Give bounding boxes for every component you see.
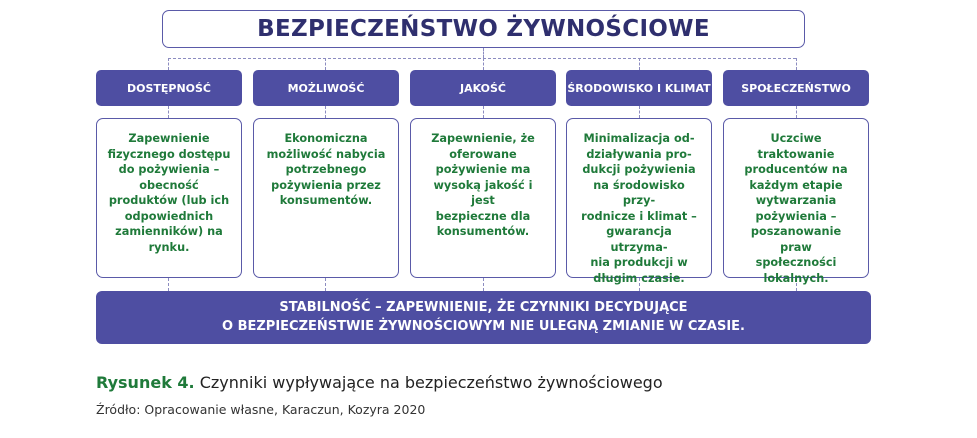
figure-source: Źródło: Opracowanie własne, Karaczun, Kozyra 2020 bbox=[96, 402, 426, 417]
connector-hdr-card-2 bbox=[325, 106, 326, 118]
stability-line-2: O BEZPIECZEŃSTWIE ŻYWNOŚCIOWYM NIE ULEGNĄ ZMIANIE W CZASIE. bbox=[222, 319, 745, 334]
diagram-title-box bbox=[162, 10, 805, 48]
connector-card-stab-2 bbox=[325, 278, 326, 291]
figure-caption-text: Czynniki wypływające na bezpieczeństwo żywnościowego bbox=[194, 373, 663, 392]
connector-col-5 bbox=[796, 58, 797, 70]
connector-card-stab-1 bbox=[168, 278, 169, 291]
connector-col-4 bbox=[639, 58, 640, 70]
card-mozliwosc: Ekonomiczna możliwość nabycia potrzebnego pożywienia przez konsumentów. bbox=[253, 118, 399, 278]
stability-line1-text: – ZAPEWNIENIE, ŻE CZYNNIKI DECYDUJĄCE bbox=[370, 300, 688, 315]
figure-label: Rysunek 4. bbox=[96, 373, 195, 392]
header-mozliwosc: MOŻLIWOŚĆ bbox=[253, 70, 399, 106]
header-dostepnosc: DOSTĘPNOŚĆ bbox=[96, 70, 242, 106]
connector-col-1 bbox=[168, 58, 169, 70]
header-spoleczenstwo: SPOŁECZEŃSTWO bbox=[723, 70, 869, 106]
card-srodowisko-i-klimat: Minimalizacja od- działywania pro- dukcji pożywienia na środowisko przy- rodnicze i klimat – gwarancja utrzyma- nia produkcji w długim czasie. bbox=[566, 118, 712, 278]
card-jakosc: Zapewnienie, że oferowane pożywienie ma wysoką jakość i jest bezpieczne dla konsumentów. bbox=[410, 118, 556, 278]
connector-hdr-card-5 bbox=[796, 106, 797, 118]
figure-caption bbox=[96, 373, 663, 392]
stability-line-1 bbox=[96, 298, 871, 317]
connector-col-2 bbox=[325, 58, 326, 70]
connector-card-stab-3 bbox=[483, 278, 484, 291]
stability-label: STABILNOŚĆ bbox=[279, 300, 371, 315]
connector-hdr-card-4 bbox=[639, 106, 640, 118]
card-dostepnosc: Zapewnienie fizycznego dostępu do pożywienia – obecność produktów (lub ich odpowiednich zamienników) na rynku. bbox=[96, 118, 242, 278]
connector-hdr-card-3 bbox=[483, 106, 484, 118]
title-connector bbox=[483, 48, 484, 58]
connector-col-3 bbox=[483, 58, 484, 70]
diagram-title: BEZPIECZEŃSTWO ŻYWNOŚCIOWE bbox=[257, 16, 710, 42]
connector-hdr-card-1 bbox=[168, 106, 169, 118]
header-jakosc: JAKOŚĆ bbox=[410, 70, 556, 106]
card-spoleczenstwo: Uczciwe traktowanie producentów na każdym etapie wytwarzania pożywienia – poszanowanie praw społeczności lokalnych. bbox=[723, 118, 869, 278]
stability-banner bbox=[96, 291, 871, 344]
horizontal-connector bbox=[168, 58, 796, 59]
header-srodowisko-i-klimat: ŚRODOWISKO I KLIMAT bbox=[566, 70, 712, 106]
